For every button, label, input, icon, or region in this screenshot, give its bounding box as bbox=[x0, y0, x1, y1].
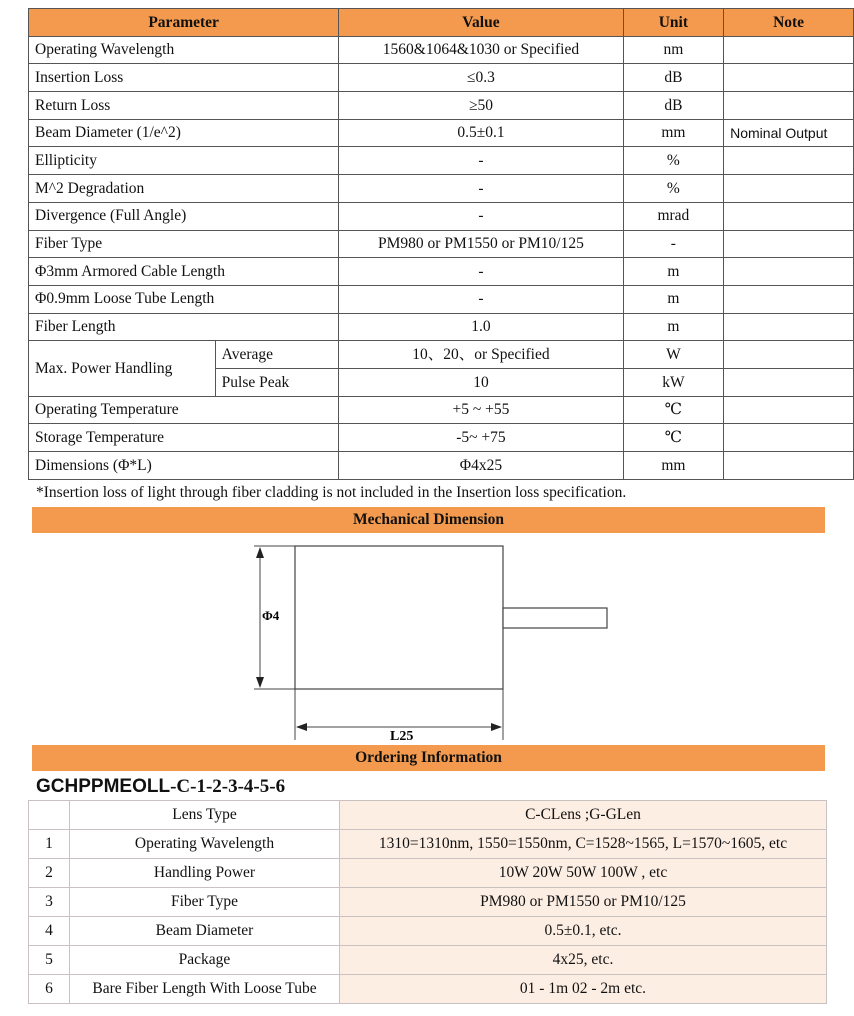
spec-note bbox=[724, 396, 854, 424]
ordering-row-lens-type bbox=[29, 801, 827, 830]
spec-unit: ℃ bbox=[623, 424, 723, 452]
ordering-num: 3 bbox=[29, 888, 70, 917]
length-label: L25 bbox=[390, 729, 414, 743]
part-number-code bbox=[36, 776, 285, 798]
spec-unit: nm bbox=[623, 36, 723, 64]
spec-unit: - bbox=[623, 230, 723, 258]
spec-row bbox=[29, 92, 854, 120]
spec-unit: dB bbox=[623, 64, 723, 92]
spec-unit: m bbox=[623, 313, 723, 341]
spec-note bbox=[724, 147, 854, 175]
spec-row bbox=[29, 230, 854, 258]
spec-parameter: Operating Wavelength bbox=[29, 36, 339, 64]
header-value: Value bbox=[339, 9, 623, 37]
spec-value: - bbox=[339, 285, 623, 313]
spec-note bbox=[724, 452, 854, 480]
spec-note bbox=[724, 36, 854, 64]
header-note: Note bbox=[724, 9, 854, 37]
spec-parameter: Beam Diameter (1/e^2) bbox=[29, 119, 339, 147]
spec-value: -5~ +75 bbox=[339, 424, 623, 452]
spec-row bbox=[29, 36, 854, 64]
mechanical-drawing bbox=[250, 538, 630, 743]
spec-row bbox=[29, 175, 854, 203]
ordering-name: Fiber Type bbox=[70, 888, 340, 917]
spec-value: ≤0.3 bbox=[339, 64, 623, 92]
collimator-body bbox=[295, 546, 503, 689]
spec-unit-average: W bbox=[623, 341, 723, 369]
spec-unit: dB bbox=[623, 92, 723, 120]
ordering-name: Beam Diameter bbox=[70, 917, 340, 946]
insertion-loss-footnote: *Insertion loss of light through fiber cladding is not included in the Insertion loss specification. bbox=[36, 484, 627, 501]
spec-value: - bbox=[339, 147, 623, 175]
spec-unit: mm bbox=[623, 119, 723, 147]
diameter-label: Φ4 bbox=[262, 608, 280, 623]
spec-unit: m bbox=[623, 285, 723, 313]
ordering-value: 1310=1310nm, 1550=1550nm, C=1528~1565, L=1570~1605, etc bbox=[340, 830, 827, 859]
mechanical-dimension-header: Mechanical Dimension bbox=[32, 507, 825, 533]
spec-sub-average: Average bbox=[215, 341, 339, 369]
spec-row-power-average bbox=[29, 341, 854, 369]
spec-value-average: 10、20、or Specified bbox=[339, 341, 623, 369]
spec-parameter: Storage Temperature bbox=[29, 424, 339, 452]
spec-parameter: Dimensions (Φ*L) bbox=[29, 452, 339, 480]
spec-sub-peak: Pulse Peak bbox=[215, 368, 339, 396]
header-unit: Unit bbox=[623, 9, 723, 37]
ordering-information-header: Ordering Information bbox=[32, 745, 825, 771]
spec-value-peak: 10 bbox=[339, 368, 623, 396]
spec-row bbox=[29, 313, 854, 341]
part-number-suffix: -C-1-2-3-4-5-6 bbox=[170, 776, 286, 797]
ordering-value: 10W 20W 50W 100W , etc bbox=[340, 859, 827, 888]
spec-parameter: Ellipticity bbox=[29, 147, 339, 175]
ordering-value: PM980 or PM1550 or PM10/125 bbox=[340, 888, 827, 917]
spec-note bbox=[724, 175, 854, 203]
spec-parameter: Fiber Type bbox=[29, 230, 339, 258]
spec-value: Φ4x25 bbox=[339, 452, 623, 480]
spec-value: PM980 or PM1550 or PM10/125 bbox=[339, 230, 623, 258]
ordering-num: 2 bbox=[29, 859, 70, 888]
part-number-prefix: GCHPPMEOLL bbox=[36, 776, 171, 797]
spec-row bbox=[29, 147, 854, 175]
ordering-num: 4 bbox=[29, 917, 70, 946]
spec-note: Nominal Output bbox=[724, 119, 854, 147]
spec-table bbox=[28, 8, 854, 480]
spec-note bbox=[724, 92, 854, 120]
length-arrow-left bbox=[296, 723, 307, 731]
spec-note bbox=[724, 230, 854, 258]
spec-note bbox=[724, 258, 854, 286]
spec-parameter: Φ0.9mm Loose Tube Length bbox=[29, 285, 339, 313]
ordering-name: Operating Wavelength bbox=[70, 830, 340, 859]
spec-row bbox=[29, 396, 854, 424]
ordering-row bbox=[29, 830, 827, 859]
spec-row bbox=[29, 424, 854, 452]
spec-unit: % bbox=[623, 175, 723, 203]
ordering-num: 6 bbox=[29, 975, 70, 1004]
length-arrow-right bbox=[491, 723, 502, 731]
spec-parameter: Fiber Length bbox=[29, 313, 339, 341]
ordering-name: Bare Fiber Length With Loose Tube bbox=[70, 975, 340, 1004]
ordering-value: 4x25, etc. bbox=[340, 946, 827, 975]
spec-value: - bbox=[339, 258, 623, 286]
header-parameter: Parameter bbox=[29, 9, 339, 37]
spec-value: 1560&1064&1030 or Specified bbox=[339, 36, 623, 64]
fiber-pigtail bbox=[503, 608, 607, 628]
diameter-arrow-bottom bbox=[256, 677, 264, 688]
spec-parameter: Insertion Loss bbox=[29, 64, 339, 92]
diameter-arrow-top bbox=[256, 547, 264, 558]
spec-note-peak bbox=[724, 368, 854, 396]
ordering-value: 0.5±0.1, etc. bbox=[340, 917, 827, 946]
spec-unit: m bbox=[623, 258, 723, 286]
spec-note bbox=[724, 285, 854, 313]
ordering-name: Lens Type bbox=[70, 801, 340, 830]
ordering-row bbox=[29, 917, 827, 946]
spec-parameter: Return Loss bbox=[29, 92, 339, 120]
spec-note bbox=[724, 202, 854, 230]
spec-parameter: Divergence (Full Angle) bbox=[29, 202, 339, 230]
spec-note bbox=[724, 313, 854, 341]
ordering-row bbox=[29, 859, 827, 888]
spec-value: - bbox=[339, 175, 623, 203]
ordering-row bbox=[29, 946, 827, 975]
ordering-num bbox=[29, 801, 70, 830]
spec-row bbox=[29, 119, 854, 147]
spec-note bbox=[724, 64, 854, 92]
spec-unit: mrad bbox=[623, 202, 723, 230]
spec-parameter: Φ3mm Armored Cable Length bbox=[29, 258, 339, 286]
spec-note bbox=[724, 424, 854, 452]
ordering-row bbox=[29, 888, 827, 917]
spec-value: - bbox=[339, 202, 623, 230]
spec-unit: ℃ bbox=[623, 396, 723, 424]
spec-parameter: Operating Temperature bbox=[29, 396, 339, 424]
spec-row bbox=[29, 452, 854, 480]
spec-unit: % bbox=[623, 147, 723, 175]
spec-row bbox=[29, 258, 854, 286]
spec-row bbox=[29, 64, 854, 92]
ordering-name: Package bbox=[70, 946, 340, 975]
spec-parameter-power: Max. Power Handling bbox=[29, 341, 216, 396]
spec-value: ≥50 bbox=[339, 92, 623, 120]
ordering-num: 5 bbox=[29, 946, 70, 975]
spec-value: 0.5±0.1 bbox=[339, 119, 623, 147]
spec-parameter: M^2 Degradation bbox=[29, 175, 339, 203]
spec-value: 1.0 bbox=[339, 313, 623, 341]
spec-note-average bbox=[724, 341, 854, 369]
spec-unit-peak: kW bbox=[623, 368, 723, 396]
ordering-num: 1 bbox=[29, 830, 70, 859]
ordering-row bbox=[29, 975, 827, 1004]
ordering-value: 01 - 1m 02 - 2m etc. bbox=[340, 975, 827, 1004]
spec-row bbox=[29, 202, 854, 230]
ordering-name: Handling Power bbox=[70, 859, 340, 888]
spec-header-row bbox=[29, 9, 854, 37]
ordering-table bbox=[28, 800, 827, 1004]
spec-row bbox=[29, 285, 854, 313]
spec-value: +5 ~ +55 bbox=[339, 396, 623, 424]
ordering-value: C-CLens ;G-GLen bbox=[340, 801, 827, 830]
spec-unit: mm bbox=[623, 452, 723, 480]
